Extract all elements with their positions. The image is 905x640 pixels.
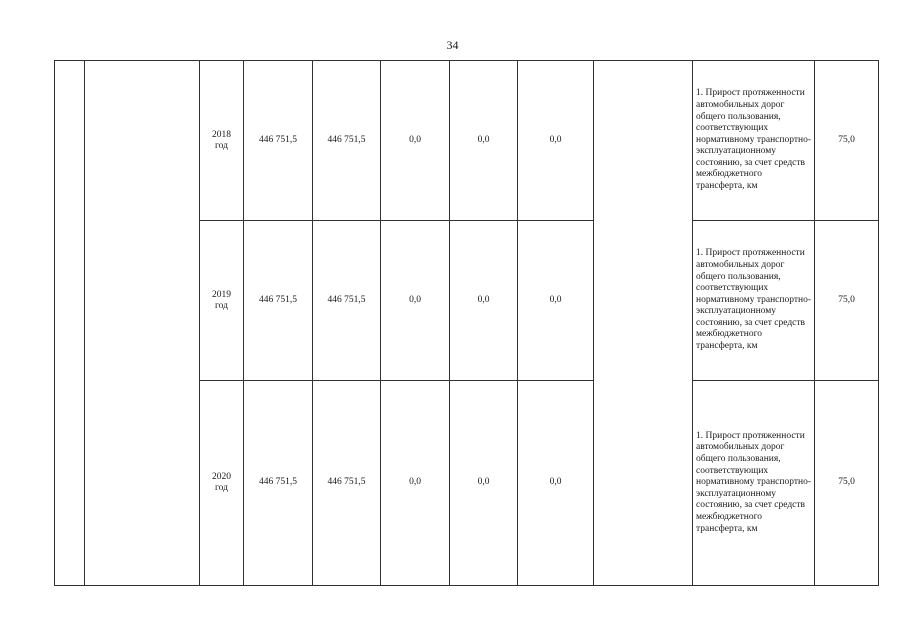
funding-c-cell: 0,0 <box>450 61 518 221</box>
total-cell: 446 751,5 <box>244 61 313 221</box>
funding-c-cell: 0,0 <box>450 381 518 586</box>
indicator-cell: 1. Прирост протяженности автомобильных дорог общего пользования, соответствующих нормативному транспортно-эксплуатационному состоянию, за счет средств межбюджетного трансферта, км <box>693 61 815 221</box>
total-cell: 446 751,5 <box>244 381 313 586</box>
indicator-value-cell: 75,0 <box>815 61 879 221</box>
funding-b-cell: 0,0 <box>381 381 450 586</box>
funding-b-cell: 0,0 <box>381 221 450 381</box>
year-cell <box>200 221 244 381</box>
year-number: 2020 <box>212 472 231 482</box>
year-cell <box>200 381 244 586</box>
funding-d-cell: 0,0 <box>518 221 594 381</box>
year-unit: год <box>215 140 228 151</box>
indicator-cell: 1. Прирост протяженности автомобильных дорог общего пользования, соответствующих нормативному транспортно-эксплуатационному состоянию, за счет средств межбюджетного трансферта, км <box>693 221 815 381</box>
funding-d-cell: 0,0 <box>518 381 594 586</box>
funding-d-cell: 0,0 <box>518 61 594 221</box>
year-unit: год <box>215 483 228 493</box>
page-number: 34 <box>446 38 459 52</box>
year-cell <box>200 61 244 221</box>
funding-b-cell: 0,0 <box>381 61 450 221</box>
budget-table <box>54 60 879 586</box>
indicator-value-cell: 75,0 <box>815 221 879 381</box>
year-number: 2019 <box>212 289 231 300</box>
executor-cell <box>594 61 693 586</box>
total-cell: 446 751,5 <box>244 221 313 381</box>
funding-c-cell: 0,0 <box>450 221 518 381</box>
year-unit: год <box>215 300 228 311</box>
funding-a-cell: 446 751,5 <box>313 61 381 221</box>
funding-a-cell: 446 751,5 <box>313 381 381 586</box>
indicator-value-cell: 75,0 <box>815 381 879 586</box>
measure-name-cell <box>85 61 200 586</box>
year-number: 2018 <box>212 129 231 140</box>
funding-a-cell: 446 751,5 <box>313 221 381 381</box>
row-number-cell <box>55 61 85 586</box>
indicator-cell: 1. Прирост протяженности автомобильных дорог общего пользования, соответствующих нормативному транспортно-эксплуатационному состоянию, за счет средств межбюджетного трансферта, км <box>693 381 815 586</box>
table-row <box>55 61 879 221</box>
